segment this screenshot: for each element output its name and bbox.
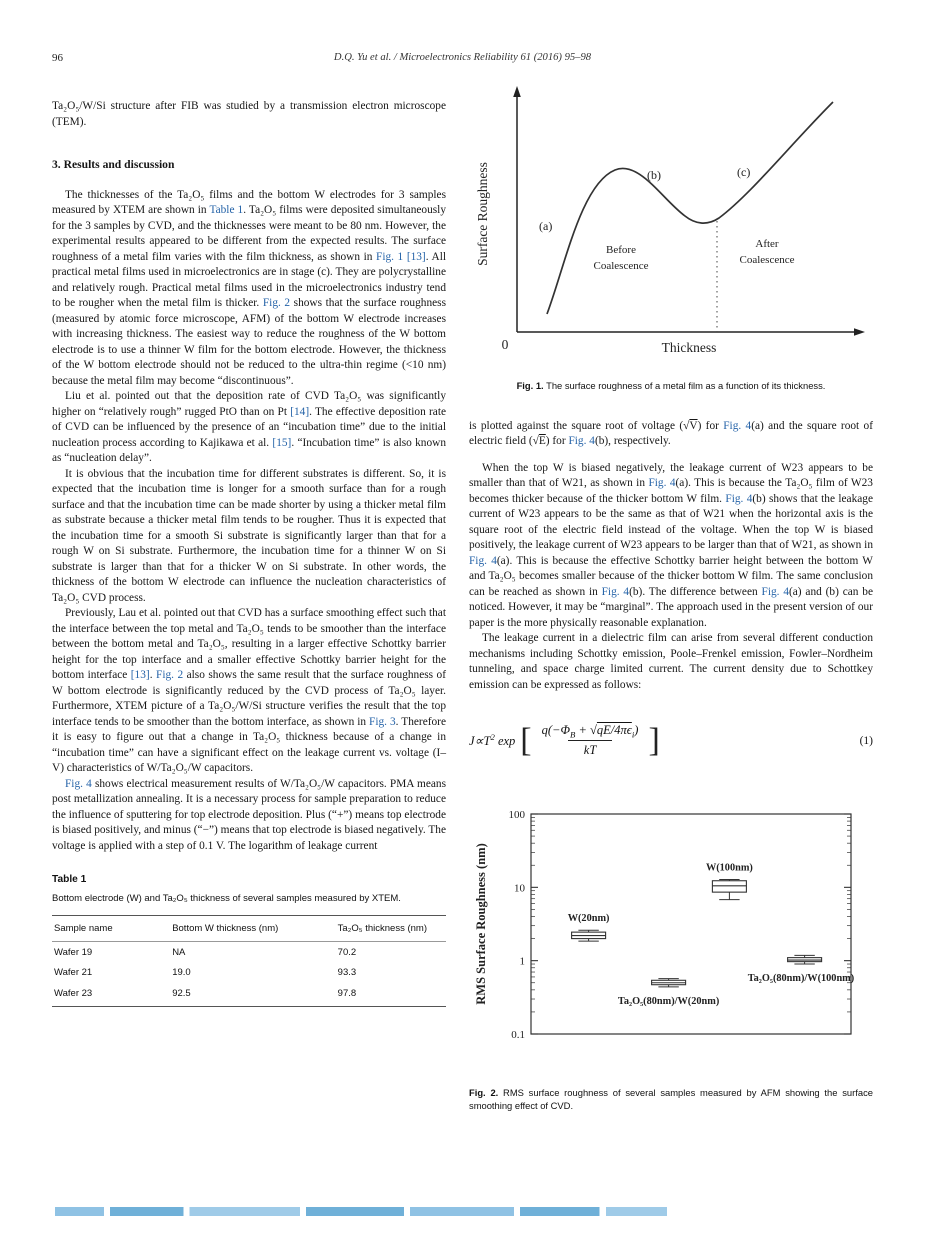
figure-1 (469, 80, 873, 393)
col-header: Ta₂O₅ thickness (nm) (336, 915, 446, 942)
equation-1 (469, 723, 873, 758)
y-tick-label: 0.1 (511, 1029, 525, 1042)
y-tick-label: 1 (519, 956, 525, 969)
roughness-curve (547, 102, 833, 314)
x-axis-arrow (854, 328, 865, 336)
right-bracket: ] (648, 721, 660, 759)
reference-link[interactable]: [13] (406, 250, 426, 263)
reference-link[interactable]: Fig. 4 (648, 477, 676, 490)
col-header: Sample name (52, 915, 170, 942)
table-1 (52, 872, 446, 1007)
left-bracket: [ (520, 721, 532, 759)
fig2-caption-label: Fig. 2. (469, 1087, 499, 1099)
x-axis-label: Thickness (661, 340, 717, 355)
box-label: W(100nm) (705, 862, 753, 874)
right-column (469, 80, 873, 1122)
y-tick-label: 10 (514, 882, 525, 895)
fig1-caption (469, 380, 873, 393)
running-head: D.Q. Yu et al. / Microelectronics Reliability 61 (2016) 95–98 (333, 52, 592, 63)
paragraph: When the top W is biased negatively, the leakage current of W23 appears to be smaller than that of W21, as shown in Fig. 4(a). This is because the Ta₂O₅ film of W23 becomes thicker because of the thicker bottom W film. Fig. 4(b) shows that the leakage current of W23 appears to be the same as that of W21 when the horizontal axis is the square root of the electric field instead of the voltage. When the top W is biased positively, the leakage current of W23 appears to be larger than that of W21, as shown in Fig. 4(a). This is because the effective Schottky barrier height between the bottom W and Ta₂O₅ becomes smaller because of the thicker bottom W film. The same conclusion can be reached as shown in Fig. 4(b). The difference between Fig. 4(a) and (b) can be noticed. However, it may be “marginal”. The approach used in the present version of our paper is the more physically reasonable explanation. (469, 461, 873, 629)
reference-link[interactable]: Fig. 4 (601, 585, 630, 598)
box-label: W(20nm) (567, 913, 610, 925)
col-header: Bottom W thickness (nm) (170, 915, 335, 942)
fig1-plot (469, 80, 869, 365)
label-before-2: Coalescence (593, 260, 649, 272)
reference-link[interactable]: Fig. 4 (65, 777, 92, 790)
section-heading: 3. Results and discussion (52, 158, 175, 172)
equation-numerator: $q(-\Phi_B + √qE/4\pi\epsilon_i)$ (541, 723, 639, 740)
fig2-caption-text: RMS surface roughness of several samples measured by AFM showing the surface smoothing effect of CVD. (469, 1087, 873, 1112)
table-header-row (52, 915, 446, 942)
box-label: Ta₂O₅(80nm)/W(20nm) (617, 996, 720, 1008)
y-axis-label: Surface Roughness (475, 162, 490, 266)
reference-link[interactable]: Fig. 4 (725, 492, 753, 505)
link-highlight-artifact (55, 1207, 667, 1216)
reference-link[interactable]: Fig. 4 (723, 419, 752, 432)
reference-link[interactable]: Fig. 3 (369, 715, 396, 728)
page-number: 96 (52, 52, 63, 64)
label-after-2: Coalescence (739, 254, 795, 266)
paragraph: Previously, Lau et al. pointed out that CVD has a surface smoothing effect such that the interface between the top metal and Ta₂O₅ tends to be smoother than the interface between the bottom metal and Ta₂O₅, resulting in a larger effective Schottky barrier height for the top interface and a smaller effective Schottky barrier height for the bottom interface [13]. Fig. 2 also shows the same result that the surface roughness of W bottom electrode is significantly reduced by the CVD process of Ta₂O₅ layer. Furthermore, XTEM picture of a Ta₂O₅/W/Si structure verifies the result that the top interface tends to be smoother than the bottom interface, as shown in Fig. 3. Therefore it is easy to figure out that a change in Ta₂O₅ thickness because of a change in “incubation time” can have a significant effect on the leakage current vs. voltage (I–V) characteristics of W/Ta₂O₅/W capacitors. (52, 607, 447, 775)
paragraph: The leakage current in a dielectric film can arise from several different conduction mechanisms including Schottky emission, Poole–Frenkel emission, Fowler–Nordheim tunneling, and space charge limited current. The current density due to Schottkey emission can be expressed as follows: (469, 632, 873, 691)
box-label: Ta₂O₅(80nm)/W(100nm) (747, 973, 855, 985)
right-text-block (469, 419, 873, 694)
table-row: Wafer 19 NA 70.2 (54, 946, 357, 958)
reference-link[interactable]: [15] (272, 436, 292, 449)
reference-link[interactable]: Fig. 4 (469, 554, 497, 567)
figure-2 (469, 802, 873, 1112)
reference-link[interactable]: Fig. 2 (156, 669, 184, 682)
reference-link[interactable]: Fig. 1 (376, 250, 404, 263)
label-before: Before (606, 244, 636, 256)
fig2-caption (469, 1087, 873, 1112)
table-row: Wafer 21 19.0 93.3 (54, 967, 357, 979)
equation-number: (1) (859, 734, 873, 747)
paragraph: Fig. 4 shows electrical measurement results of W/Ta₂O₅/W capacitors. PMA means post metallization annealing. It is a necessary process for sample preparation to reduce the influence of sputtering for top electrode deposition. Plus (“+”) means top electrode is biased positively, and minus (“−”) means that top electrode is biased negatively. The voltage is applied with a step of 0.1 V. The logarithm of leakage current (52, 777, 446, 852)
fig2-boxplot (469, 802, 869, 1068)
reference-link[interactable]: Fig. 2 (262, 297, 291, 310)
reference-link[interactable]: Table 1 (209, 204, 244, 217)
table-caption: Bottom electrode (W) and Ta₂O₅ thickness of several samples measured by XTEM. (52, 892, 401, 904)
reference-link[interactable]: [14] (290, 405, 310, 418)
equation-denominator: kT (568, 740, 613, 758)
paragraph: It is obvious that the incubation time for different substrates is different. So, it is expected that the incubation time is longer for a smooth surface than for a rough surface and that the incubation time can be made shorter by using a thicker metal film as substrate because a thicker metal film tends to be rougher. Thus it is expected that the incubation time for a smooth Si substrate is significantly larger than that for a rough W on Si substrate. Furthermore, the incubation time for a thinner W on Si substrate is larger than that for a thicker W on Si substrate. In other words, the thickness of the bottom W electrode can influence the nucleation characteristics of Ta₂O₅ CVD process. (52, 467, 446, 604)
origin-label: 0 (501, 337, 509, 352)
fig1-caption-label: Fig. 1. (516, 380, 544, 391)
reference-link[interactable]: [13] (130, 669, 150, 682)
paragraph: Liu et al. pointed out that the deposition rate of CVD Ta₂O₅ was significantly higher on “relatively rough” rugged PtO than on Pt [14]. The effective deposition rate of CVD can be influenced by the presence of an “incubation time” due to the initial nucleation process according to Kajikawa et al. [15]. “Incubation time” is also known as “nucleation delay”. (52, 390, 447, 465)
fig1-caption-text: The surface roughness of a metal film as a function of its thickness. (543, 380, 826, 391)
label-after: After (755, 238, 779, 250)
paragraph-intro: Ta₂O₅/W/Si structure after FIB was studied by a transmission electron microscope (TEM). (52, 100, 446, 128)
table-label: Table 1 (52, 874, 87, 886)
label-b: (b) (647, 168, 661, 182)
label-a: (a) (539, 219, 553, 233)
paragraph: is plotted against the square root of voltage (√V) for Fig. 4(a) and the square root of electric field (√E) for Fig. 4(b), respectively. (469, 419, 873, 448)
paragraph: The thicknesses of the Ta₂O₅ films and the bottom W electrodes for 3 samples measured by XTEM are shown in Table 1. Ta₂O₅ films were deposited simultaneously for the 3 samples by CVD, and the thicknesses were meant to be 80 nm. However, the experimental results appeared to be different from the expected results. The surface roughness of a metal film varies with the film thickness, as shown in Fig. 1 [13]. All practical metal films used in microelectronics are in stage (c). They are polycrystalline and relatively rough. Practical metal films used in the microelectronics industry tend to be rougher when the metal film is thicker. Fig. 2 shows that the surface roughness (measured by atomic force microscope, AFM) of the bottom W electrode increases with increasing thickness. The easiest way to reduce the roughness of the W bottom electrode is to use a thinner W film for the bottom electrode. However, the thickness of the W bottom electrode should not be reduced to the ultra-thin regime (<10 nm) because the metal film may become “discontinuous”. (52, 188, 446, 387)
fig2-y-axis-label: RMS Surface Roughness (nm) (474, 843, 488, 1006)
equation-lhs: $J\propto T^2$ exp (469, 731, 516, 748)
box (712, 881, 746, 892)
reference-link[interactable]: Fig. 4 (761, 585, 789, 598)
reference-link[interactable]: Fig. 4 (568, 435, 595, 448)
left-column (52, 88, 446, 1007)
y-axis-arrow (513, 86, 521, 97)
equation-fraction (536, 723, 645, 758)
table-row: Wafer 23 92.5 97.8 (52, 983, 446, 1007)
y-tick-label: 100 (508, 809, 525, 822)
label-c: (c) (737, 165, 751, 179)
